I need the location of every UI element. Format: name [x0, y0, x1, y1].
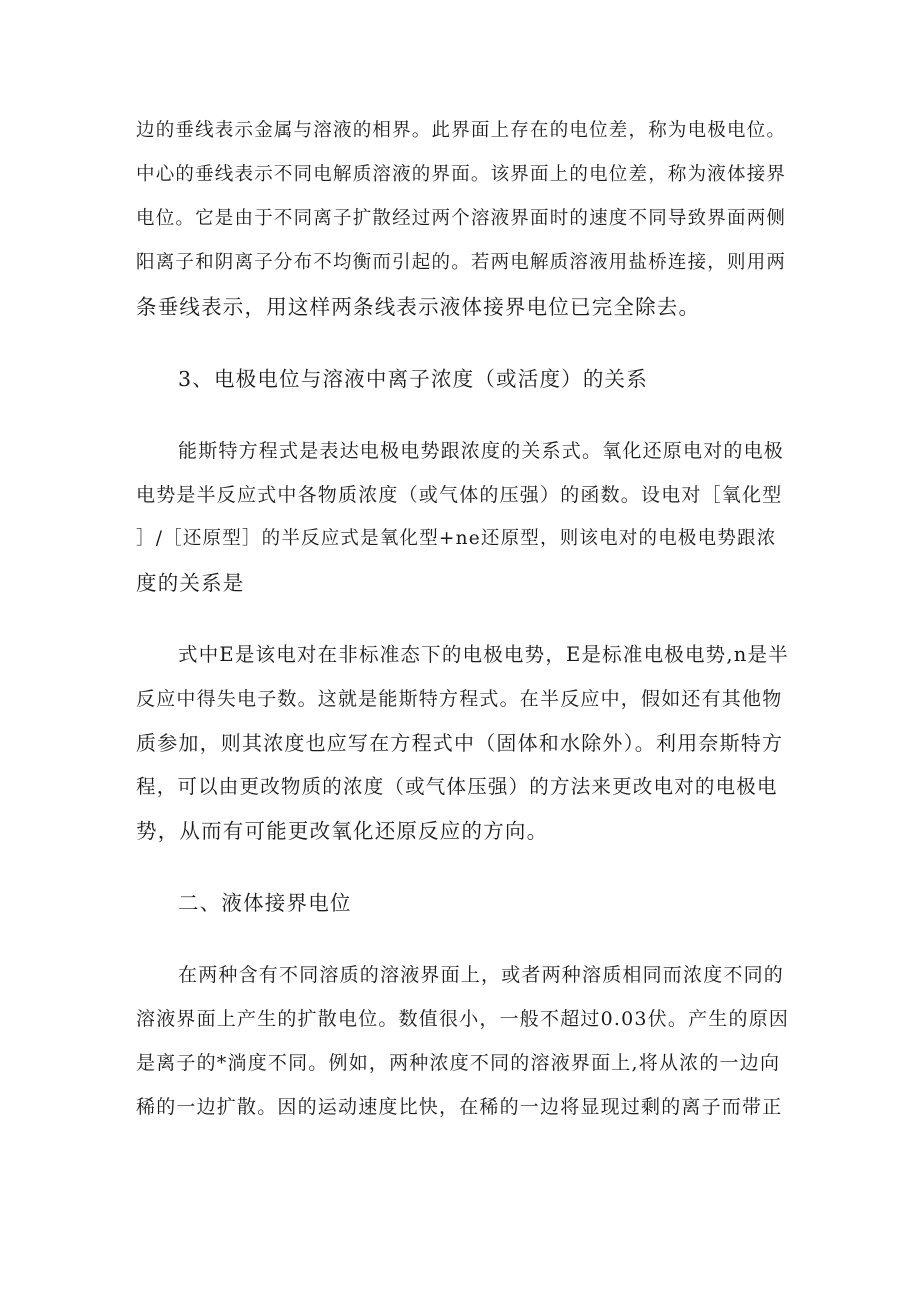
- paragraph-2-line-3: ］/［还原型］的半反应式是氧化型+ne还原型，则该电对的电极电势跟浓: [136, 528, 777, 549]
- paragraph-3-line-4: 程，可以由更改物质的浓度（或气体压强）的方法来更改电对的电极电: [136, 775, 778, 798]
- paragraph-3-line-1: 式中E是该电对在非标准态下的电极电势，E是标准电极电势,n是半: [178, 643, 789, 666]
- paragraph-4-line-3: 是离子的*淌度不同。例如，两种浓度不同的溶液界面上,将从浓的一边向: [136, 1052, 781, 1074]
- section-heading-2: 二、液体接界电位: [178, 891, 352, 915]
- paragraph-1-line-1: 边的垂线表示金属与溶液的相界。此界面上存在的电位差，称为电极电位。: [136, 120, 787, 141]
- paragraph-1-line-5: 条垂线表示，用这样两条线表示液体接界电位已完全除去。: [136, 295, 701, 319]
- paragraph-4-line-2: 溶液界面上产生的扩散电位。数值很小，一般不超过0.03伏。产生的原因: [136, 1008, 790, 1030]
- paragraph-2-line-4: 度的关系是: [136, 571, 245, 595]
- paragraph-3-line-2: 反应中得失电子数。这就是能斯特方程式。在半反应中，假如还有其他物: [136, 688, 783, 710]
- paragraph-4-line-1: 在两种含有不同溶质的溶液界面上，或者两种溶质相同而浓度不同的: [178, 964, 785, 986]
- paragraph-2-line-2: 电势是半反应式中各物质浓度（或气体的压强）的函数。设电对［氧化型: [136, 484, 783, 506]
- section-heading-3: 3、电极电位与溶液中离子浓度（或活度）的关系: [178, 367, 648, 391]
- paragraph-4-line-4: 稀的一边扩散。因的运动速度比快，在稀的一边将显现过剩的离子而带正: [136, 1096, 783, 1118]
- paragraph-2-line-1: 能斯特方程式是表达电极电势跟浓度的关系式。氧化还原电对的电极: [178, 440, 785, 462]
- paragraph-1-line-4: 阳离子和阴离子分布不均衡而引起的。若两电解质溶液用盐桥连接，则用两: [136, 252, 787, 273]
- paragraph-1-line-2: 中心的垂线表示不同电解质溶液的界面。该界面上的电位差，称为液体接界: [136, 164, 787, 185]
- paragraph-1-line-3: 电位。它是由于不同离子扩散经过两个溶液界面时的速度不同导致界面两侧: [136, 208, 787, 229]
- paragraph-3-line-3: 质参加，则其浓度也应写在方程式中（固体和水除外）。利用奈斯特方: [136, 731, 784, 755]
- paragraph-3-line-5: 势，从而有可能更改氧化还原反应的方向。: [136, 819, 549, 843]
